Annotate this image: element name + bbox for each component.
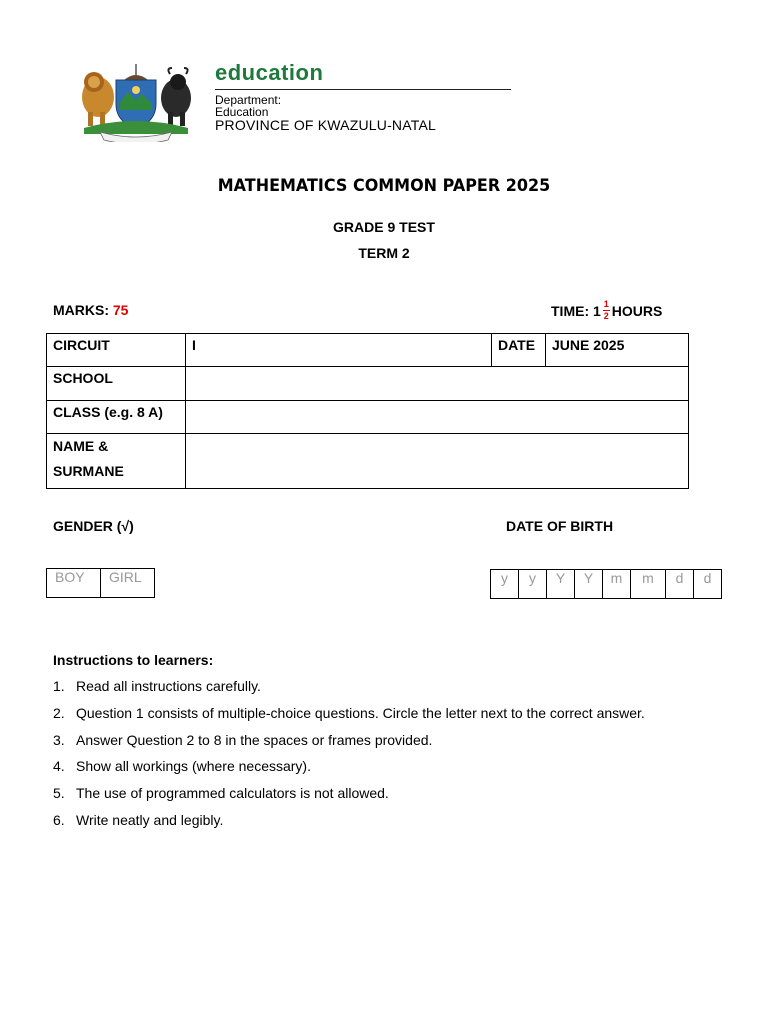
name-field[interactable] [186,434,689,489]
list-item: 4. Show all workings (where necessary). [53,758,311,775]
list-item: 2. Question 1 consists of multiple-choice questions. Circle the letter next to the correct answer. [53,704,645,721]
list-item: 3. Answer Question 2 to 8 in the spaces or frames provided. [53,731,433,748]
name-label [47,434,186,489]
learner-info-table [46,333,689,489]
marks-value: 75 [112,302,129,318]
list-item: 5. The use of programmed calculators is not allowed. [53,785,389,802]
dob-cell-year[interactable]: y [491,570,519,599]
table-row [47,367,689,401]
date-label: DATE [492,334,546,367]
school-label: SCHOOL [47,367,186,401]
dob-cell-year[interactable]: Y [547,570,575,599]
dob-cell-day[interactable]: d [666,570,694,599]
time-unit: HOURS [611,302,663,319]
coat-of-arms-logo [70,62,202,142]
dob-cell-year[interactable]: y [519,570,547,599]
time-row [551,300,662,321]
paper-title: MATHEMATICS COMMON PAPER 2025 [217,176,551,196]
department-line-2: Education [215,105,269,119]
class-field[interactable] [186,401,689,434]
table-row [47,334,689,367]
table-row [47,434,689,489]
circuit-field[interactable]: I [186,334,492,367]
instructions-list [53,676,645,837]
date-of-birth-boxes [490,569,722,599]
dob-cell-month[interactable]: m [631,570,666,599]
list-item: 6. Write neatly and legibly. [53,811,224,828]
dob-cell-month[interactable]: m [603,570,631,599]
class-label: CLASS (e.g. 8 A) [47,401,186,434]
province-line: PROVINCE OF KWAZULU-NATAL [215,117,436,133]
gender-label: GENDER (√) [53,518,134,534]
table-row [47,401,689,434]
fraction-numerator: 1 [603,299,609,309]
marks-label: MARKS: [53,302,113,318]
list-item: 1. Read all instructions carefully. [53,678,261,694]
name-label-line-2: SURMANE [53,463,124,479]
header-divider [215,89,511,90]
name-label-line-1: NAME & [53,438,109,454]
time-fraction [603,300,610,321]
gender-option-girl[interactable]: GIRL [101,569,155,598]
brand-wordmark: education [215,60,324,85]
instructions-heading: Instructions to learners: [53,652,214,668]
dob-cell-year[interactable]: Y [575,570,603,599]
date-field[interactable]: JUNE 2025 [546,334,689,367]
school-field[interactable] [186,367,689,401]
dob-cell-day[interactable]: d [694,570,722,599]
gender-selector [46,568,155,598]
time-label: TIME: 1 [551,302,601,319]
fraction-denominator: 2 [603,311,609,321]
marks-row [53,302,128,318]
grade-subtitle: GRADE 9 TEST [333,219,435,235]
department-line-1: Department: [215,93,282,107]
gender-option-boy[interactable]: BOY [47,569,101,598]
term-subtitle: TERM 2 [358,245,410,261]
circuit-label: CIRCUIT [47,334,186,367]
date-of-birth-label: DATE OF BIRTH [506,518,614,534]
